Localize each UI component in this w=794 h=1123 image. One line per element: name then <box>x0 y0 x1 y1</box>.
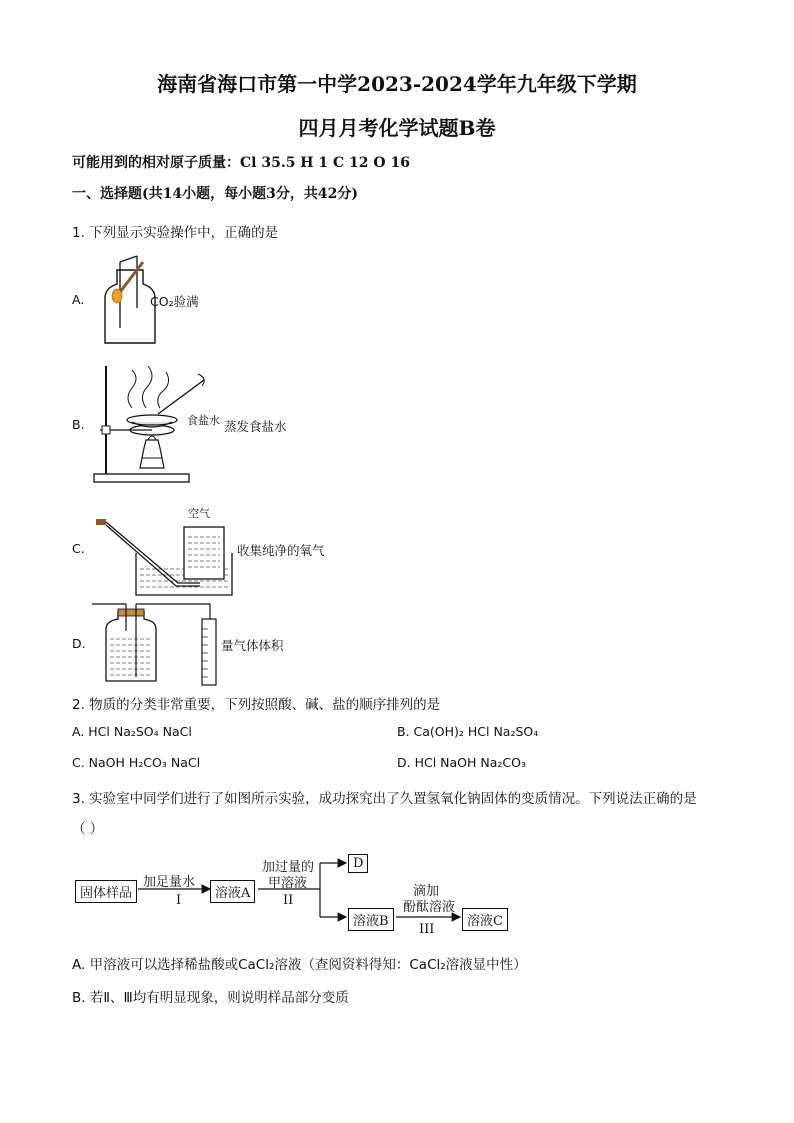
section-heading: 一、选择题(共14小题，每小题3分，共42分) <box>72 186 358 202</box>
q1-option-c-letter: C. <box>72 541 85 556</box>
q3-option-a: A. 甲溶液可以选择稀盐酸或CaCl₂溶液（查阅资料得知：CaCl₂溶液显中性） <box>72 957 527 973</box>
flow-precipitate-d: D <box>348 854 368 873</box>
flow-step3-label-1: 滴加 <box>413 884 440 899</box>
q2-option-a: A. HCl Na₂SO₄ NaCl <box>72 724 192 739</box>
flow-step3-label-2: 酚酞溶液 <box>403 900 456 915</box>
flow-solution-c: 溶液C <box>462 908 508 931</box>
q1-option-c-air-label: 空气 <box>188 507 210 520</box>
q1-option-a-caption: CO₂验满 <box>150 294 199 309</box>
atomic-mass-note: 可能用到的相对原子质量：Cl 35.5 H 1 C 12 O 16 <box>72 155 410 171</box>
q1-option-b-letter: B. <box>72 417 85 432</box>
flow-step2-number: II <box>283 893 294 908</box>
flow-step2-label-2: 甲溶液 <box>268 876 308 891</box>
q3-stem: 3. 实验室中同学们进行了如图所示实验，成功探究出了久置氢氧化钠固体的变质情况。下列说法正确的是 <box>72 791 697 807</box>
q3-option-b: B. 若Ⅱ、Ⅲ均有明显现象，则说明样品部分变质 <box>72 990 349 1006</box>
flow-step1-label: 加足量水 <box>143 875 196 890</box>
title-line-1: 海南省海口市第一中学2023-2024学年九年级下学期 <box>157 72 637 96</box>
flow-solid-sample: 固体样品 <box>75 880 137 903</box>
q3-answer-paren: （ ） <box>72 821 104 837</box>
q1-option-d-letter: D. <box>72 636 86 651</box>
q2-option-b: B. Ca(OH)₂ HCl Na₂SO₄ <box>397 724 539 739</box>
flow-solution-b: 溶液B <box>348 908 394 931</box>
title-line-2: 四月月考化学试题B卷 <box>298 116 496 140</box>
q1-option-d-caption: 量气体体积 <box>221 638 284 653</box>
q1-option-b-caption: 蒸发食盐水 <box>224 419 287 434</box>
q2-option-c: C. NaOH H₂CO₃ NaCl <box>72 755 201 770</box>
q1-option-c-caption: 收集纯净的氧气 <box>237 543 325 558</box>
flow-arrows <box>70 845 590 935</box>
flow-step2-label-1: 加过量的 <box>262 860 315 875</box>
q2-option-d: D. HCl NaOH Na₂CO₃ <box>397 755 526 770</box>
flow-step3-number: III <box>419 922 435 937</box>
q1-option-b-salt-label: 食盐水 <box>187 414 220 427</box>
flow-solution-a: 溶液A <box>210 880 255 903</box>
water-displacement-figure <box>92 505 242 595</box>
q2-stem: 2. 物质的分类非常重要，下列按照酸、碱、盐的顺序排列的是 <box>72 697 441 713</box>
gas-volume-measurement-figure <box>92 601 227 686</box>
flow-step1-number: I <box>176 893 182 908</box>
q1-option-a-letter: A. <box>72 292 85 307</box>
q1-stem: 1. 下列显示实验操作中，正确的是 <box>72 225 279 241</box>
